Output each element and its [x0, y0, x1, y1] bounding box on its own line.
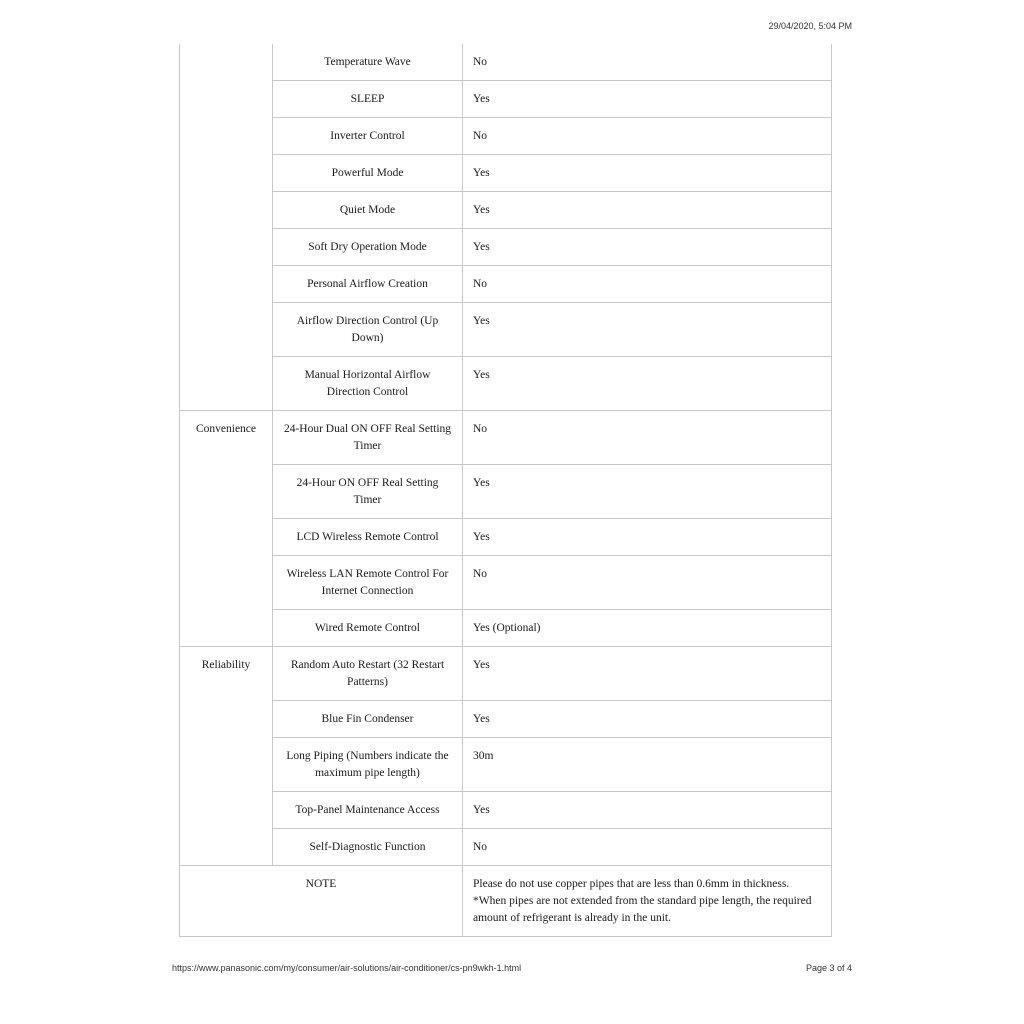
page-url: https://www.panasonic.com/my/consumer/air-solutions/air-conditioner/cs-pn9wkh-1.html	[172, 963, 522, 973]
table-row	[180, 519, 832, 556]
value-cell: No	[463, 556, 832, 610]
feature-cell: Self-Diagnostic Function	[273, 829, 463, 866]
value-cell: Yes	[463, 465, 832, 519]
value-cell: Yes	[463, 192, 832, 229]
feature-cell: Wired Remote Control	[273, 610, 463, 647]
feature-cell: LCD Wireless Remote Control	[273, 519, 463, 556]
note-line-2: *When pipes are not extended from the standard pipe length, the required amount of refrigerant is already in the unit.	[473, 895, 812, 924]
value-cell: Yes	[463, 792, 832, 829]
table-row	[180, 155, 832, 192]
feature-cell: Blue Fin Condenser	[273, 701, 463, 738]
table-row	[180, 266, 832, 303]
table-row	[180, 465, 832, 519]
category-cell	[180, 44, 273, 411]
table-row	[180, 81, 832, 118]
table-row	[180, 229, 832, 266]
feature-cell: Airflow Direction Control (Up Down)	[273, 303, 463, 357]
feature-cell: Random Auto Restart (32 Restart Patterns)	[273, 647, 463, 701]
category-cell-convenience: Convenience	[180, 411, 273, 647]
feature-cell: Wireless LAN Remote Control For Internet Connection	[273, 556, 463, 610]
note-row	[180, 866, 832, 937]
feature-cell: Quiet Mode	[273, 192, 463, 229]
value-cell: No	[463, 266, 832, 303]
page-number: Page 3 of 4	[805, 963, 852, 973]
table-row	[180, 792, 832, 829]
feature-cell: Long Piping (Numbers indicate the maximum pipe length)	[273, 738, 463, 792]
feature-cell: Top-Panel Maintenance Access	[273, 792, 463, 829]
feature-cell: 24-Hour Dual ON OFF Real Setting Timer	[273, 411, 463, 465]
value-cell: No	[463, 829, 832, 866]
table-row	[180, 357, 832, 411]
value-cell: Yes	[463, 303, 832, 357]
feature-cell: Powerful Mode	[273, 155, 463, 192]
value-cell: Yes (Optional)	[463, 610, 832, 647]
note-label: NOTE	[180, 866, 463, 937]
table-row	[180, 647, 832, 701]
feature-cell: Inverter Control	[273, 118, 463, 155]
table-row	[180, 192, 832, 229]
value-cell: Yes	[463, 647, 832, 701]
value-cell: Yes	[463, 155, 832, 192]
feature-cell: Soft Dry Operation Mode	[273, 229, 463, 266]
table-row	[180, 44, 832, 81]
table-row	[180, 411, 832, 465]
table-row	[180, 610, 832, 647]
spec-table	[179, 44, 832, 937]
table-row	[180, 738, 832, 792]
table-row	[180, 829, 832, 866]
value-cell: No	[463, 411, 832, 465]
value-cell: No	[463, 118, 832, 155]
table-row	[180, 303, 832, 357]
table-row	[180, 118, 832, 155]
feature-cell: 24-Hour ON OFF Real Setting Timer	[273, 465, 463, 519]
feature-cell: Personal Airflow Creation	[273, 266, 463, 303]
value-cell: 30m	[463, 738, 832, 792]
note-text	[463, 866, 832, 937]
table-row	[180, 701, 832, 738]
value-cell: Yes	[463, 357, 832, 411]
print-datetime: 29/04/2020, 5:04 PM	[768, 21, 852, 31]
value-cell: Yes	[463, 519, 832, 556]
value-cell: No	[463, 44, 832, 81]
feature-cell: SLEEP	[273, 81, 463, 118]
value-cell: Yes	[463, 229, 832, 266]
note-line-1: Please do not use copper pipes that are less than 0.6mm in thickness.	[473, 878, 790, 890]
value-cell: Yes	[463, 81, 832, 118]
category-cell-reliability: Reliability	[180, 647, 273, 866]
value-cell: Yes	[463, 701, 832, 738]
table-row	[180, 556, 832, 610]
feature-cell: Temperature Wave	[273, 44, 463, 81]
feature-cell: Manual Horizontal Airflow Direction Control	[273, 357, 463, 411]
